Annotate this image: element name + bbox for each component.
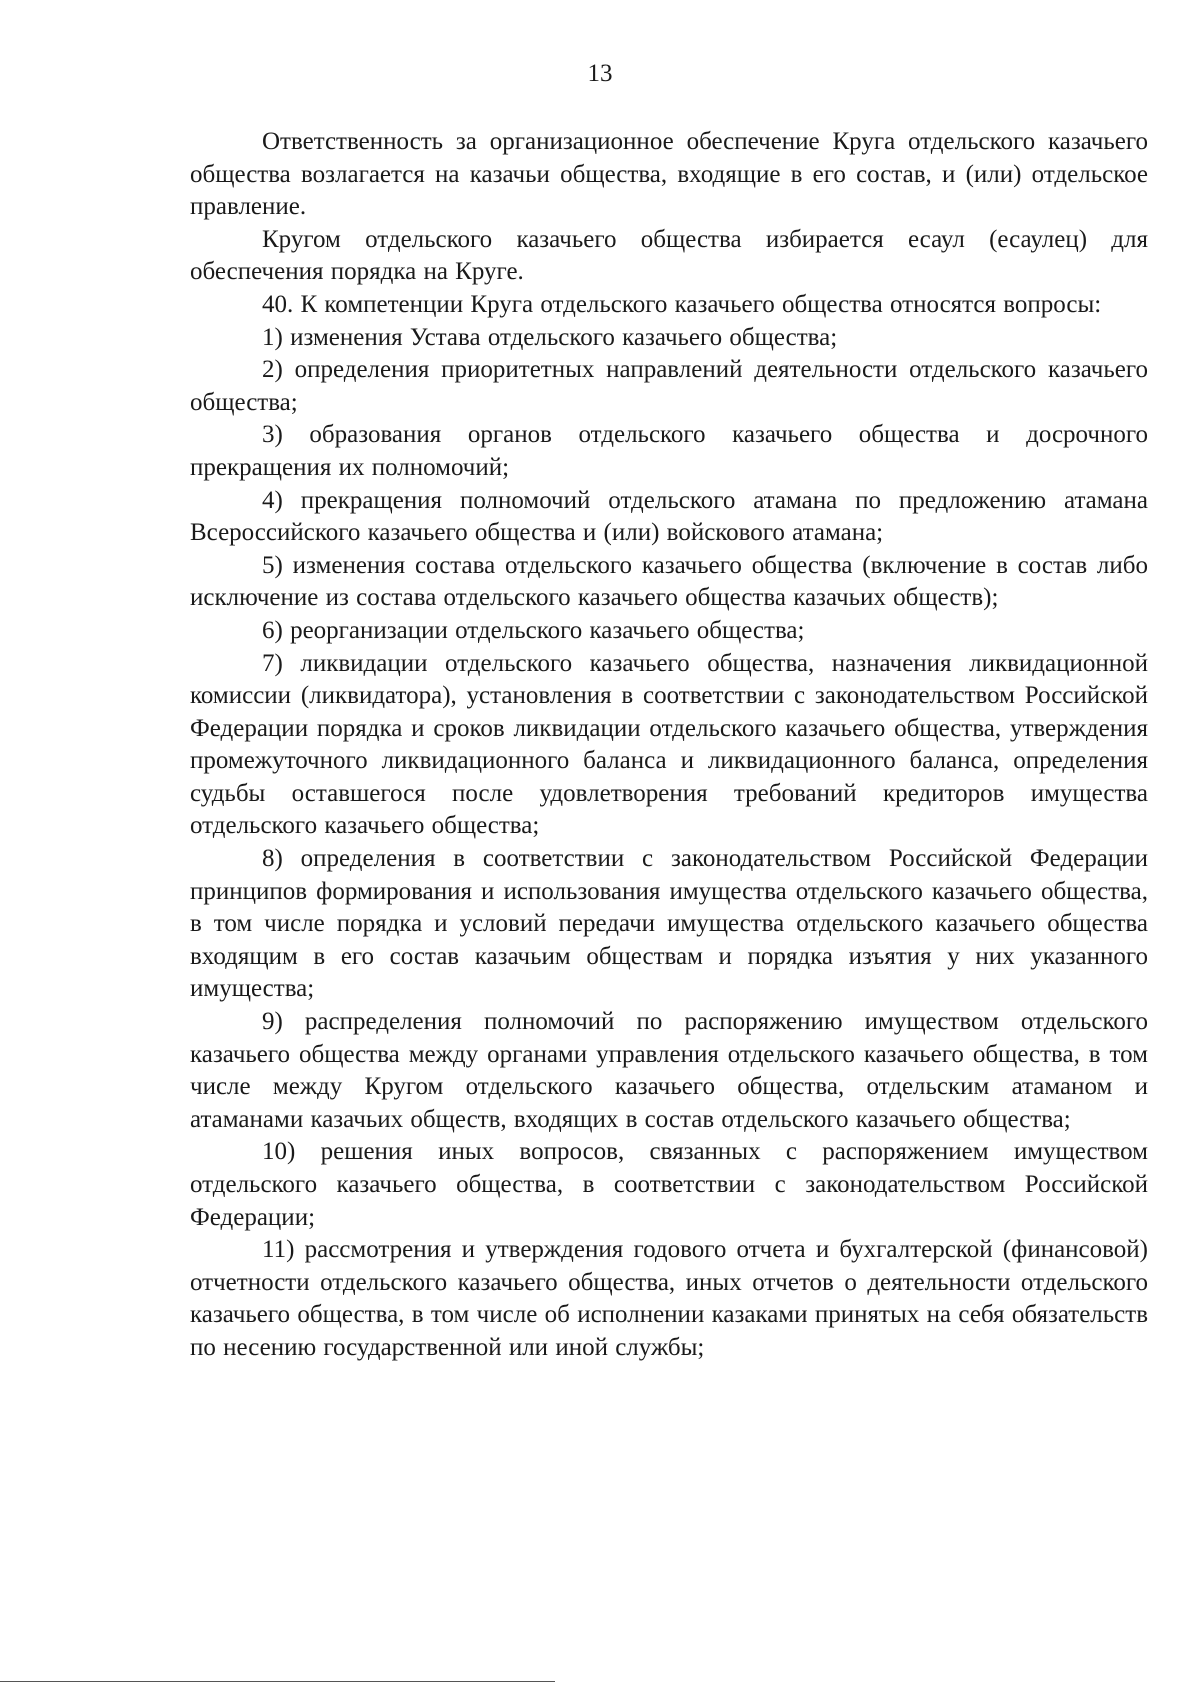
bottom-divider (0, 1681, 555, 1682)
list-item-11: 11) рассмотрения и утверждения годового отчета и бухгалтерской (финансовой) отчетности отдельского казачьего общества, иных отчетов о деятельности отдельского казачьего общества, в том числе об исполнении казаками принятых на себя обязательств по несению государственной или иной службы; (190, 1236, 1148, 1361)
list-item-8: 8) определения в соответствии с законодательством Российской Федерации принципов формирования и использования имущества отдельского казачьего общества, в том числе порядка и условий передачи имущества отдельского казачьего общества входящим в его состав казачьим обществам и порядка изъятия у них указанного имущества; (190, 845, 1148, 1003)
paragraph-responsibility: Ответственность за организационное обеспечение Круга отдельского казачьего общества возлагается на казачьи общества, входящие в его состав, и (или) отдельское правление. (190, 128, 1148, 221)
list-item-9: 9) распределения полномочий по распоряжению имуществом отдельского казачьего общества между органами управления отдельского казачьего общества, в том числе между Кругом отдельского казачьего общества, отдельским атаманом и атаманами казачьих обществ, входящих в состав отдельского казачьего общества; (190, 1008, 1148, 1133)
list-item-2: 2) определения приоритетных направлений деятельности отдельского казачьего общества; (190, 356, 1148, 416)
paragraph-esaul: Кругом отдельского казачьего общества избирается есаул (есаулец) для обеспечения порядка на Круге. (190, 225, 1148, 286)
document-body (190, 126, 1148, 1365)
list-item-5: 5) изменения состава отдельского казачьего общества (включение в состав либо исключение из состава отдельского казачьего общества казачьих обществ); (190, 551, 1148, 612)
list-item-6: 6) реорганизации отдельского казачьего общества; (262, 616, 805, 644)
list-item-4: 4) прекращения полномочий отдельского атамана по предложению атамана Всероссийского казачьего общества и (или) войскового атамана; (190, 486, 1148, 547)
page-number: 13 (587, 60, 613, 87)
list-item-10: 10) решения иных вопросов, связанных с распоряжением имуществом отдельского казачьего общества, в соответствии с законодательством Российской Федерации; (190, 1138, 1148, 1231)
list-item-3: 3) образования органов отдельского казачьего общества и досрочного прекращения их полномочий; (190, 421, 1148, 481)
list-item-7: 7) ликвидации отдельского казачьего общества, назначения ликвидационной комиссии (ликвидатора), установления в соответствии с законодательством Российской Федерации порядка и сроков ликвидации отдельского казачьего общества, утверждения промежуточного ликвидационного баланса и ликвидационного баланса, определения судьбы оставшегося после удовлетворения требований кредиторов имущества отдельского казачьего общества; (190, 649, 1148, 840)
paragraph-item-40: 40. К компетенции Круга отдельского казачьего общества относятся вопросы: (262, 290, 1102, 318)
list-item-1: 1) изменения Устава отдельского казачьего общества; (262, 323, 838, 351)
